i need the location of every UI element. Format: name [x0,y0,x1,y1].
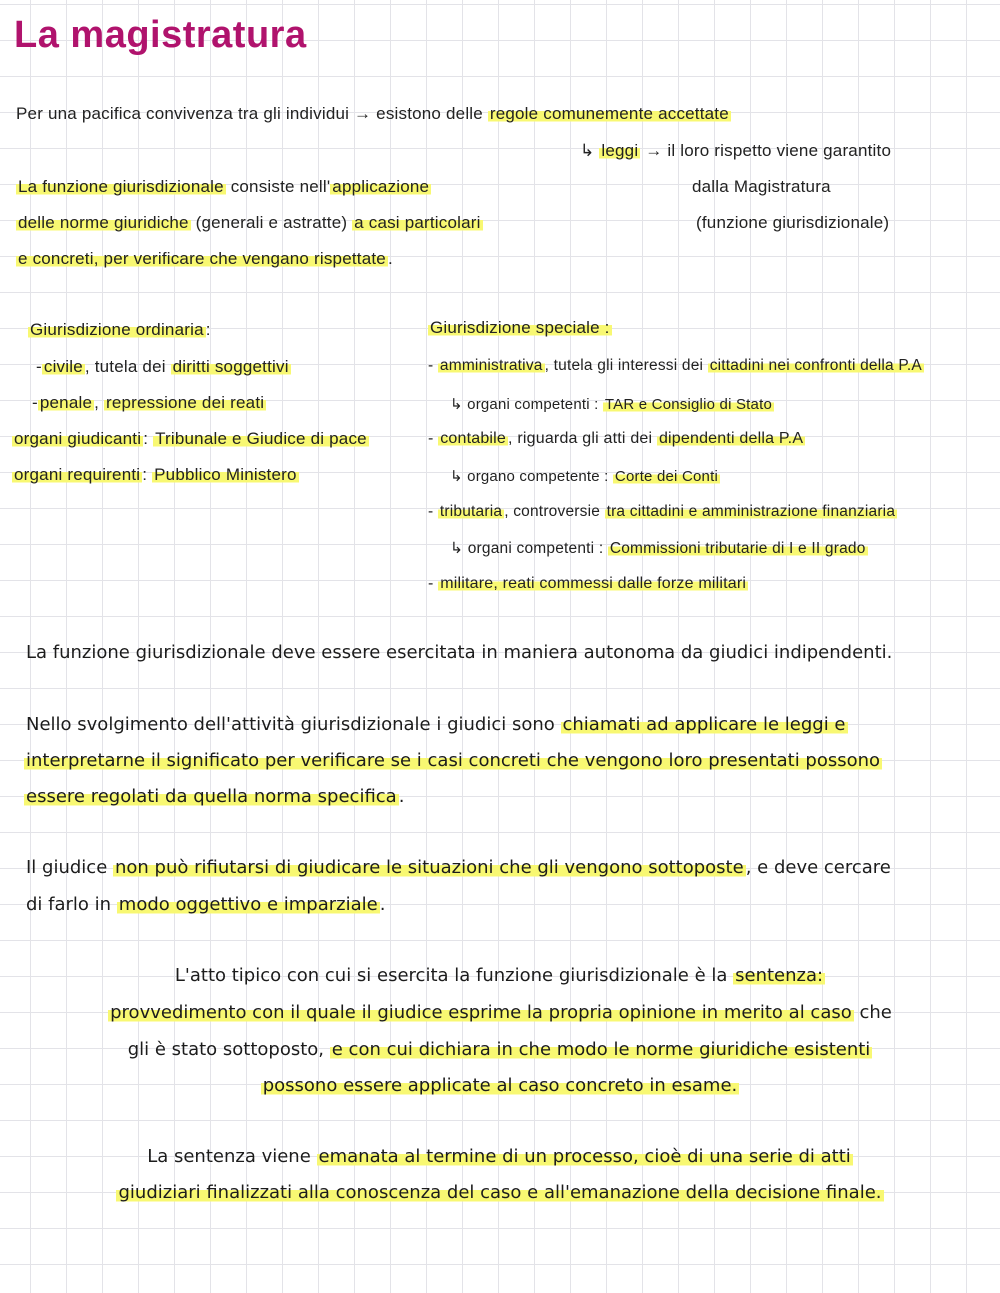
organi-giudicanti [12,429,369,449]
intro-text: Per una pacifica convivenza tra gli individui → esistono delle [16,104,488,123]
cont-highlight: contabile [440,430,507,447]
para-highlight: giudiziari finalizzati alla conoscenza del caso e all'emanazione della decisione finale. [118,1182,882,1203]
trib-organi-label: organi competenti : [467,540,608,557]
penale-highlight-2: repressione dei reati [105,393,265,412]
penale-text: , [94,393,104,412]
definition-text: . [387,249,393,268]
paragraph-2-line-3 [24,786,404,807]
paragraph-2-line-1 [26,714,848,735]
definition-line-2 [16,213,483,233]
para-highlight: e con cui dichiara in che modo le norme giuridiche esistenti [331,1039,871,1060]
amm-organi-label: organi competenti : [467,396,603,413]
giudicanti-value: Tribunale e Giudice di pace [155,429,367,448]
para-text: che [853,1002,892,1023]
speciale-militare [428,575,748,593]
cont-text: , riguarda gli atti dei [508,430,657,447]
amm-highlight-2: cittadini nei confronti della P.A [709,357,922,374]
paragraph-4-line-3 [0,1039,1000,1060]
mil-highlight: militare, reati commessi dalle forze militari [440,575,747,592]
organi-requirenti [12,465,299,485]
bullet-dash: - [36,357,42,376]
definition-line-3 [16,249,393,269]
giudicanti-colon: : [143,429,154,448]
paragraph-4-line-1 [0,965,1000,986]
ordinaria-colon: : [205,320,211,339]
para-highlight: possono essere applicate al caso concreto in esame. [262,1075,738,1096]
leggi-highlight: leggi [601,141,639,160]
para-highlight: chiamati ad applicare le leggi e [562,714,846,735]
requirenti-label: organi requirenti [14,465,141,484]
intro-line [16,104,731,124]
paragraph-2-line-2 [24,750,882,771]
arrow-icon: ↳ [580,141,595,160]
ordinaria-penale [32,393,266,413]
cont-organi-label: organo competente : [467,468,613,485]
requirenti-colon: : [142,465,153,484]
cont-highlight-2: dipendenti della P.A [658,430,804,447]
speciale-tributaria [428,503,897,521]
para-text: La sentenza viene [147,1146,317,1167]
paragraph-5-line-2 [0,1182,1000,1203]
civile-highlight: civile [43,357,83,376]
speciale-amministrativa [428,357,924,375]
requirenti-value: Pubblico Ministero [154,465,297,484]
cont-organi [450,467,720,485]
paragraph-5-line-1 [0,1146,1000,1167]
leggi-rest: → il loro rispetto viene garantito [640,141,892,160]
speciale-title: Giurisdizione speciale : [430,318,610,337]
paragraph-4-line-2 [0,1002,1000,1023]
para-highlight: provvedimento con il quale il giudice esprime la propria opinione in merito al caso [110,1002,852,1023]
para-highlight: emanata al termine di un processo, cioè di una serie di atti [318,1146,851,1167]
para-text: Il giudice [26,857,113,878]
paragraph-4-line-4 [0,1075,1000,1096]
bullet-dash: - [428,357,434,374]
civile-highlight-2: diritti soggettivi [172,357,289,376]
magistratura-note: dalla Magistratura [692,177,831,196]
para-text: gli è stato sottoposto, [127,1039,330,1060]
para-highlight: modo oggettivo e imparziale [118,894,378,915]
definition-highlight: delle norme giuridiche [18,213,189,232]
arrow-icon: ↳ [450,396,463,413]
trib-organi [450,539,868,558]
amm-text: , tutela gli interessi dei [544,357,708,374]
definition-highlight: applicazione [332,177,430,196]
paragraph-autonomia: La funzione giurisdizionale deve essere esercitata in maniera autonoma da giudici indipendenti. [26,642,893,663]
para-highlight: non può rifiutarsi di giudicare le situazioni che gli vengono sottoposte [115,857,744,878]
para-highlight: essere regolati da quella norma specifica [26,786,397,807]
bullet-dash: - [428,503,434,520]
amm-organi [450,395,774,413]
definition-highlight: La funzione giurisdizionale [18,177,224,196]
ordinaria-title: Giurisdizione ordinaria [30,320,204,339]
definition-line-1 [16,177,431,197]
leggi-line [580,141,891,161]
amm-organi-value: TAR e Consiglio di Stato [604,396,773,413]
trib-text: , controversie [504,503,605,520]
para-text: , e deve cercare [745,857,891,878]
para-text: . [398,786,405,807]
cont-organi-value: Corte dei Conti [614,468,718,485]
penale-highlight: penale [39,393,93,412]
bullet-dash: - [428,575,434,592]
speciale-heading [428,318,612,338]
definition-text: (generali e astratte) [190,213,353,232]
civile-text: , tutela dei [84,357,171,376]
bullet-dash: - [428,430,434,447]
trib-highlight-2: tra cittadini e amministrazione finanziaria [606,503,896,520]
ordinaria-heading [28,320,211,340]
bullet-dash: - [32,393,38,412]
arrow-icon: ↳ [450,540,464,557]
para-text: . [379,894,386,915]
page-title: La magistratura [14,14,307,56]
definition-text: consiste nell' [225,177,331,196]
definition-highlight: e concreti, per verificare che vengano rispettate [18,249,386,268]
funzione-note: (funzione giurisdizionale) [696,213,890,232]
ordinaria-civile [36,357,291,377]
speciale-contabile [428,430,805,448]
intro-highlight: regole comunemente accettate [489,104,729,123]
paragraph-3-line-2 [26,894,385,915]
trib-organi-value: Commissioni tributarie di I e II grado [609,540,866,557]
para-highlight: interpretarne il significato per verificare se i casi concreti che vengono loro presentati possono [26,750,881,771]
para-text: L'atto tipico con cui si esercita la funzione giurisdizionale è la [174,965,734,986]
giudicanti-label: organi giudicanti [14,429,142,448]
arrow-icon: ↳ [450,468,463,485]
definition-highlight: a casi particolari [354,213,481,232]
trib-highlight: tributaria [439,503,503,520]
amm-highlight: amministrativa [439,357,543,374]
para-text: di farlo in [26,894,117,915]
para-text: Nello svolgimento dell'attività giurisdizionale i giudici sono [26,714,561,735]
para-highlight: sentenza: [735,965,824,986]
paragraph-3-line-1 [26,857,891,878]
